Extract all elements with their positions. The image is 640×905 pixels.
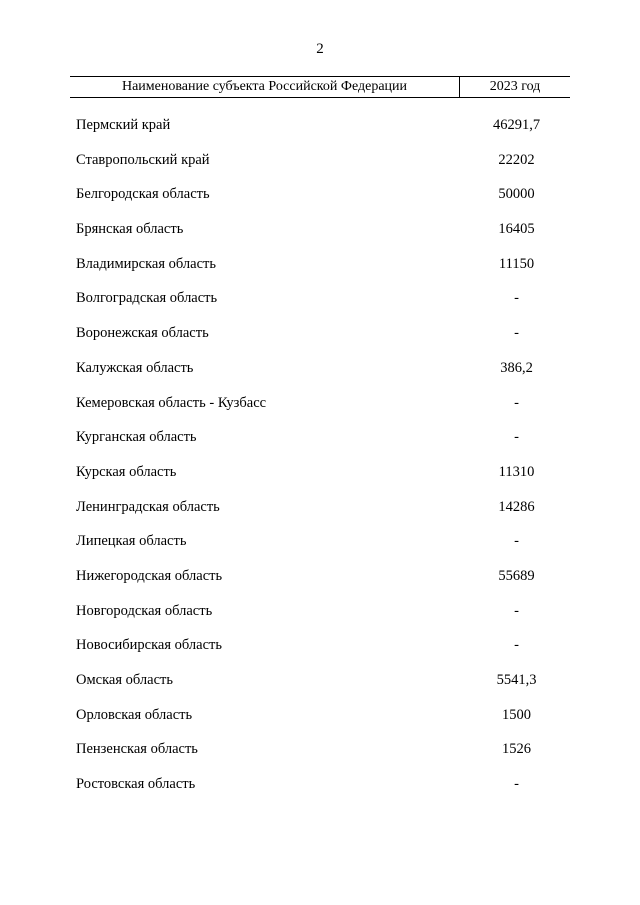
table-row — [70, 463, 570, 498]
table-row — [70, 185, 570, 220]
subject-value: - — [514, 533, 519, 550]
header-year: 2023 год — [489, 79, 541, 94]
table-row — [70, 775, 570, 810]
table-row — [70, 116, 570, 151]
subject-name: Кемеровская область - Кузбасс — [76, 394, 267, 411]
table-row — [70, 636, 570, 671]
subject-value: - — [514, 394, 519, 411]
subject-name: Курганская область — [76, 429, 197, 446]
subject-name: Орловская область — [76, 706, 193, 723]
subject-value: 50000 — [498, 186, 535, 203]
subject-value: 55689 — [498, 567, 535, 584]
subject-name: Новгородская область — [76, 602, 213, 619]
subject-value: 1526 — [502, 741, 531, 758]
table-row — [70, 289, 570, 324]
table-row — [70, 532, 570, 567]
subject-name: Пермский край — [76, 117, 171, 133]
page-number: 2 — [316, 41, 324, 57]
subject-value: 5541,3 — [496, 672, 537, 688]
subject-value: - — [514, 637, 519, 654]
subject-name: Ростовская область — [76, 776, 196, 793]
table-row — [70, 740, 570, 775]
table-row — [70, 567, 570, 602]
subject-name: Владимирская область — [76, 255, 216, 272]
subject-value: 16405 — [498, 221, 535, 238]
subject-value: 11150 — [498, 255, 535, 272]
subject-name: Омская область — [76, 672, 173, 688]
subject-name: Воронежская область — [76, 325, 209, 342]
table-row — [70, 671, 570, 706]
subject-value: - — [514, 602, 519, 619]
subject-name: Белгородская область — [76, 186, 210, 203]
table-header — [70, 76, 570, 98]
subject-value: 386,2 — [500, 359, 533, 376]
subject-value: 11310 — [498, 463, 535, 480]
subject-name: Ставропольский край — [76, 151, 210, 168]
subject-name: Волгоградская область — [76, 290, 218, 307]
subject-name: Пензенская область — [76, 741, 198, 758]
table-row — [70, 394, 570, 429]
table-row — [70, 220, 570, 255]
subject-name: Новосибирская область — [76, 637, 222, 654]
subject-value: 46291,7 — [492, 117, 541, 133]
subject-value: - — [514, 290, 519, 307]
subject-name: Нижегородская область — [76, 567, 223, 584]
subject-value: - — [514, 429, 519, 446]
table-row — [70, 255, 570, 290]
subject-name: Курская область — [76, 463, 177, 480]
subject-value: - — [514, 325, 519, 342]
table-row — [70, 428, 570, 463]
table-body — [70, 116, 570, 810]
subject-name: Липецкая область — [76, 533, 187, 550]
subject-value: 14286 — [498, 498, 535, 515]
table-row — [70, 602, 570, 637]
subject-name: Брянская область — [76, 221, 184, 238]
subject-value: 1500 — [502, 706, 531, 723]
table-row — [70, 498, 570, 533]
table-row — [70, 324, 570, 359]
subject-name: Калужская область — [76, 359, 194, 376]
table-row — [70, 151, 570, 186]
subject-name: Ленинградская область — [76, 498, 220, 515]
subject-value: 22202 — [498, 151, 535, 168]
subject-value: - — [514, 776, 519, 793]
table-row — [70, 359, 570, 394]
header-subject-name: Наименование субъекта Российской Федерации — [70, 77, 460, 97]
table-row — [70, 706, 570, 741]
